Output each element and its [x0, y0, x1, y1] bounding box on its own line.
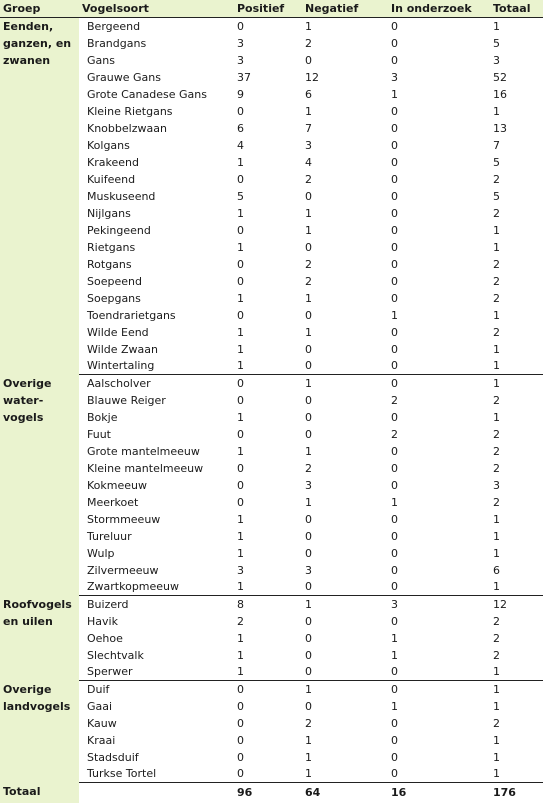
negative-cell: 2: [302, 460, 388, 477]
group-section: [0, 18, 543, 375]
negative-cell: 2: [302, 256, 388, 273]
total-cell: 2: [490, 613, 543, 630]
species-cell: Oehoe: [79, 630, 234, 647]
total-cell: 3: [490, 477, 543, 494]
negative-cell: 0: [302, 511, 388, 528]
negative-cell: 4: [302, 154, 388, 171]
total-cell: 3: [490, 52, 543, 69]
header-positive: Positief: [234, 0, 302, 18]
positive-cell: 1: [234, 290, 302, 307]
species-cell: Zwartkopmeeuw: [79, 579, 234, 596]
total-cell: 1: [490, 222, 543, 239]
in-research-cell: 0: [388, 273, 490, 290]
species-cell: Meerkoet: [79, 494, 234, 511]
species-cell: Zilvermeeuw: [79, 562, 234, 579]
negative-cell: 1: [302, 222, 388, 239]
species-cell: Tureluur: [79, 528, 234, 545]
group-section: [0, 375, 543, 596]
total-cell: 2: [490, 324, 543, 341]
table-row: [0, 205, 543, 222]
in-research-cell: 3: [388, 596, 490, 614]
table-row: [0, 307, 543, 324]
total-cell: 1: [490, 528, 543, 545]
species-cell: Kraai: [79, 732, 234, 749]
total-cell: 1: [490, 698, 543, 715]
positive-cell: 9: [234, 86, 302, 103]
positive-cell: 1: [234, 154, 302, 171]
negative-cell: 0: [302, 52, 388, 69]
in-research-cell: 0: [388, 409, 490, 426]
positive-cell: 1: [234, 341, 302, 358]
in-research-cell: 0: [388, 664, 490, 681]
table-row: [0, 613, 543, 630]
species-cell: Grote Canadese Gans: [79, 86, 234, 103]
species-cell: Nijlgans: [79, 205, 234, 222]
table-row: [0, 698, 543, 715]
table-row: [0, 358, 543, 375]
negative-cell: 6: [302, 86, 388, 103]
in-research-cell: 0: [388, 732, 490, 749]
in-research-cell: 1: [388, 494, 490, 511]
in-research-cell: 0: [388, 443, 490, 460]
table-row: [0, 630, 543, 647]
in-research-cell: 0: [388, 188, 490, 205]
negative-cell: 2: [302, 35, 388, 52]
in-research-cell: 0: [388, 681, 490, 699]
positive-cell: 1: [234, 647, 302, 664]
table-row: [0, 69, 543, 86]
table-row: [0, 324, 543, 341]
group-label: Overige water-vogels: [0, 375, 79, 596]
species-cell: Soepeend: [79, 273, 234, 290]
table-row: [0, 681, 543, 699]
in-research-cell: 0: [388, 766, 490, 783]
table-row: [0, 341, 543, 358]
positive-cell: 8: [234, 596, 302, 614]
species-cell: Kokmeeuw: [79, 477, 234, 494]
negative-cell: 2: [302, 273, 388, 290]
in-research-cell: 0: [388, 154, 490, 171]
total-cell: 2: [490, 256, 543, 273]
table-row: [0, 188, 543, 205]
table-row: [0, 494, 543, 511]
species-cell: Kauw: [79, 715, 234, 732]
negative-cell: 0: [302, 613, 388, 630]
positive-cell: 0: [234, 732, 302, 749]
negative-cell: 7: [302, 120, 388, 137]
in-research-cell: 1: [388, 630, 490, 647]
total-cell: 2: [490, 392, 543, 409]
species-cell: Krakeend: [79, 154, 234, 171]
species-cell: Toendrarietgans: [79, 307, 234, 324]
table-row: [0, 35, 543, 52]
negative-cell: 0: [302, 188, 388, 205]
total-cell: 2: [490, 494, 543, 511]
negative-cell: 1: [302, 596, 388, 614]
total-cell: 1: [490, 307, 543, 324]
species-cell: Grauwe Gans: [79, 69, 234, 86]
species-cell: Aalscholver: [79, 375, 234, 393]
negative-cell: 1: [302, 375, 388, 393]
positive-cell: 1: [234, 545, 302, 562]
species-cell: Bergeend: [79, 18, 234, 36]
negative-cell: 1: [302, 749, 388, 766]
totals-negative: 64: [302, 783, 388, 803]
positive-cell: 0: [234, 494, 302, 511]
positive-cell: 1: [234, 528, 302, 545]
species-cell: Buizerd: [79, 596, 234, 614]
positive-cell: 1: [234, 358, 302, 375]
in-research-cell: 1: [388, 698, 490, 715]
total-cell: 1: [490, 545, 543, 562]
total-cell: 7: [490, 137, 543, 154]
total-cell: 2: [490, 205, 543, 222]
group-section: [0, 681, 543, 783]
group-label: Overige landvogels: [0, 681, 79, 783]
species-cell: Bokje: [79, 409, 234, 426]
species-cell: Sperwer: [79, 664, 234, 681]
table-row: [0, 120, 543, 137]
negative-cell: 0: [302, 239, 388, 256]
species-cell: Knobbelzwaan: [79, 120, 234, 137]
species-cell: Kleine mantelmeeuw: [79, 460, 234, 477]
species-cell: Stormmeeuw: [79, 511, 234, 528]
positive-cell: 1: [234, 511, 302, 528]
species-cell: Duif: [79, 681, 234, 699]
in-research-cell: 0: [388, 579, 490, 596]
negative-cell: 3: [302, 477, 388, 494]
header-group: Groep: [0, 0, 79, 18]
positive-cell: 1: [234, 443, 302, 460]
total-cell: 1: [490, 375, 543, 393]
negative-cell: 0: [302, 358, 388, 375]
positive-cell: 5: [234, 188, 302, 205]
species-cell: Muskuseend: [79, 188, 234, 205]
table-row: [0, 426, 543, 443]
species-cell: Kleine Rietgans: [79, 103, 234, 120]
table-row: [0, 664, 543, 681]
total-cell: 1: [490, 103, 543, 120]
species-cell: Fuut: [79, 426, 234, 443]
table-header: [0, 0, 543, 18]
total-cell: 2: [490, 647, 543, 664]
negative-cell: 0: [302, 664, 388, 681]
positive-cell: 0: [234, 171, 302, 188]
total-cell: 1: [490, 239, 543, 256]
total-cell: 2: [490, 443, 543, 460]
negative-cell: 12: [302, 69, 388, 86]
total-cell: 12: [490, 596, 543, 614]
positive-cell: 0: [234, 460, 302, 477]
positive-cell: 1: [234, 205, 302, 222]
total-cell: 2: [490, 715, 543, 732]
group-section: [0, 596, 543, 681]
total-cell: 2: [490, 290, 543, 307]
table-row: [0, 273, 543, 290]
species-cell: Stadsduif: [79, 749, 234, 766]
positive-cell: 1: [234, 664, 302, 681]
positive-cell: 0: [234, 273, 302, 290]
table-row: [0, 545, 543, 562]
species-cell: Rietgans: [79, 239, 234, 256]
totals-total: 176: [490, 783, 543, 803]
in-research-cell: 0: [388, 324, 490, 341]
negative-cell: 1: [302, 205, 388, 222]
negative-cell: 2: [302, 171, 388, 188]
negative-cell: 0: [302, 630, 388, 647]
total-cell: 1: [490, 749, 543, 766]
negative-cell: 0: [302, 341, 388, 358]
in-research-cell: 0: [388, 375, 490, 393]
negative-cell: 2: [302, 715, 388, 732]
total-cell: 2: [490, 171, 543, 188]
table-row: [0, 528, 543, 545]
positive-cell: 0: [234, 18, 302, 36]
total-cell: 5: [490, 188, 543, 205]
negative-cell: 1: [302, 18, 388, 36]
total-cell: 16: [490, 86, 543, 103]
table-row: [0, 460, 543, 477]
table-row: [0, 477, 543, 494]
total-cell: 1: [490, 511, 543, 528]
species-cell: Blauwe Reiger: [79, 392, 234, 409]
total-cell: 1: [490, 409, 543, 426]
in-research-cell: 0: [388, 35, 490, 52]
total-cell: 1: [490, 664, 543, 681]
positive-cell: 37: [234, 69, 302, 86]
species-cell: Slechtvalk: [79, 647, 234, 664]
positive-cell: 0: [234, 256, 302, 273]
species-cell: Kolgans: [79, 137, 234, 154]
species-cell: Turkse Tortel: [79, 766, 234, 783]
positive-cell: 3: [234, 35, 302, 52]
group-label: Roofvogels en uilen: [0, 596, 79, 681]
positive-cell: 0: [234, 307, 302, 324]
total-cell: 2: [490, 630, 543, 647]
header-negative: Negatief: [302, 0, 388, 18]
positive-cell: 0: [234, 392, 302, 409]
negative-cell: 1: [302, 732, 388, 749]
table-row: [0, 511, 543, 528]
negative-cell: 0: [302, 647, 388, 664]
in-research-cell: 2: [388, 426, 490, 443]
table-row: [0, 154, 543, 171]
total-cell: 13: [490, 120, 543, 137]
in-research-cell: 0: [388, 545, 490, 562]
positive-cell: 0: [234, 715, 302, 732]
species-cell: Grote mantelmeeuw: [79, 443, 234, 460]
table-footer: [0, 783, 543, 803]
negative-cell: 0: [302, 698, 388, 715]
header-row: [0, 0, 543, 18]
positive-cell: 0: [234, 477, 302, 494]
positive-cell: 1: [234, 579, 302, 596]
table-row: [0, 766, 543, 783]
in-research-cell: 1: [388, 307, 490, 324]
table-row: [0, 732, 543, 749]
species-cell: Gans: [79, 52, 234, 69]
species-cell: Rotgans: [79, 256, 234, 273]
totals-in-research: 16: [388, 783, 490, 803]
total-cell: 6: [490, 562, 543, 579]
negative-cell: 1: [302, 681, 388, 699]
total-cell: 2: [490, 273, 543, 290]
negative-cell: 0: [302, 409, 388, 426]
in-research-cell: 0: [388, 715, 490, 732]
negative-cell: 0: [302, 426, 388, 443]
negative-cell: 0: [302, 545, 388, 562]
species-cell: Wintertaling: [79, 358, 234, 375]
positive-cell: 3: [234, 52, 302, 69]
positive-cell: 3: [234, 562, 302, 579]
positive-cell: 0: [234, 749, 302, 766]
totals-label: Totaal: [0, 783, 79, 803]
species-cell: Wilde Zwaan: [79, 341, 234, 358]
header-species: Vogelsoort: [79, 0, 234, 18]
total-cell: 1: [490, 341, 543, 358]
total-cell: 1: [490, 579, 543, 596]
header-in-research: In onderzoek: [388, 0, 490, 18]
table-row: [0, 596, 543, 614]
negative-cell: 1: [302, 443, 388, 460]
species-cell: Gaai: [79, 698, 234, 715]
positive-cell: 0: [234, 681, 302, 699]
table-row: [0, 409, 543, 426]
totals-row: [0, 783, 543, 803]
table-row: [0, 86, 543, 103]
table-row: [0, 579, 543, 596]
negative-cell: 0: [302, 528, 388, 545]
negative-cell: 1: [302, 290, 388, 307]
table-row: [0, 171, 543, 188]
in-research-cell: 0: [388, 256, 490, 273]
table-row: [0, 715, 543, 732]
total-cell: 1: [490, 732, 543, 749]
in-research-cell: 1: [388, 647, 490, 664]
species-cell: Kuifeend: [79, 171, 234, 188]
negative-cell: 1: [302, 766, 388, 783]
species-cell: Havik: [79, 613, 234, 630]
in-research-cell: 0: [388, 460, 490, 477]
negative-cell: 0: [302, 392, 388, 409]
in-research-cell: 0: [388, 137, 490, 154]
in-research-cell: 0: [388, 222, 490, 239]
table-row: [0, 562, 543, 579]
positive-cell: 0: [234, 698, 302, 715]
in-research-cell: 0: [388, 290, 490, 307]
negative-cell: 3: [302, 137, 388, 154]
in-research-cell: 0: [388, 528, 490, 545]
positive-cell: 0: [234, 103, 302, 120]
table-row: [0, 392, 543, 409]
total-cell: 1: [490, 358, 543, 375]
species-cell: Brandgans: [79, 35, 234, 52]
total-cell: 5: [490, 154, 543, 171]
positive-cell: 1: [234, 409, 302, 426]
negative-cell: 1: [302, 494, 388, 511]
total-cell: 5: [490, 35, 543, 52]
header-total: Totaal: [490, 0, 543, 18]
in-research-cell: 0: [388, 511, 490, 528]
in-research-cell: 0: [388, 749, 490, 766]
species-cell: Wulp: [79, 545, 234, 562]
in-research-cell: 0: [388, 613, 490, 630]
in-research-cell: 0: [388, 171, 490, 188]
in-research-cell: 2: [388, 392, 490, 409]
positive-cell: 4: [234, 137, 302, 154]
table-row: [0, 222, 543, 239]
species-cell: Pekingeend: [79, 222, 234, 239]
positive-cell: 0: [234, 222, 302, 239]
table-row: [0, 443, 543, 460]
table-row: [0, 52, 543, 69]
negative-cell: 0: [302, 579, 388, 596]
positive-cell: 0: [234, 426, 302, 443]
table-row: [0, 239, 543, 256]
negative-cell: 3: [302, 562, 388, 579]
total-cell: 1: [490, 681, 543, 699]
negative-cell: 1: [302, 324, 388, 341]
in-research-cell: 0: [388, 358, 490, 375]
positive-cell: 1: [234, 239, 302, 256]
group-label: Eenden, ganzen, en zwanen: [0, 18, 79, 375]
table-row: [0, 18, 543, 36]
table-row: [0, 375, 543, 393]
total-cell: 2: [490, 426, 543, 443]
positive-cell: 6: [234, 120, 302, 137]
positive-cell: 0: [234, 766, 302, 783]
total-cell: 2: [490, 460, 543, 477]
in-research-cell: 0: [388, 205, 490, 222]
table-row: [0, 137, 543, 154]
negative-cell: 0: [302, 307, 388, 324]
positive-cell: 1: [234, 324, 302, 341]
totals-species-empty: [79, 783, 234, 803]
in-research-cell: 0: [388, 562, 490, 579]
in-research-cell: 0: [388, 341, 490, 358]
table-row: [0, 290, 543, 307]
total-cell: 52: [490, 69, 543, 86]
in-research-cell: 3: [388, 69, 490, 86]
in-research-cell: 0: [388, 18, 490, 36]
table-row: [0, 647, 543, 664]
table-row: [0, 749, 543, 766]
total-cell: 1: [490, 766, 543, 783]
negative-cell: 1: [302, 103, 388, 120]
totals-positive: 96: [234, 783, 302, 803]
species-cell: Wilde Eend: [79, 324, 234, 341]
positive-cell: 2: [234, 613, 302, 630]
total-cell: 1: [490, 18, 543, 36]
in-research-cell: 0: [388, 239, 490, 256]
species-cell: Soepgans: [79, 290, 234, 307]
in-research-cell: 0: [388, 120, 490, 137]
table-row: [0, 256, 543, 273]
positive-cell: 1: [234, 630, 302, 647]
in-research-cell: 0: [388, 477, 490, 494]
in-research-cell: 0: [388, 103, 490, 120]
positive-cell: 0: [234, 375, 302, 393]
in-research-cell: 1: [388, 86, 490, 103]
table-row: [0, 103, 543, 120]
in-research-cell: 0: [388, 52, 490, 69]
